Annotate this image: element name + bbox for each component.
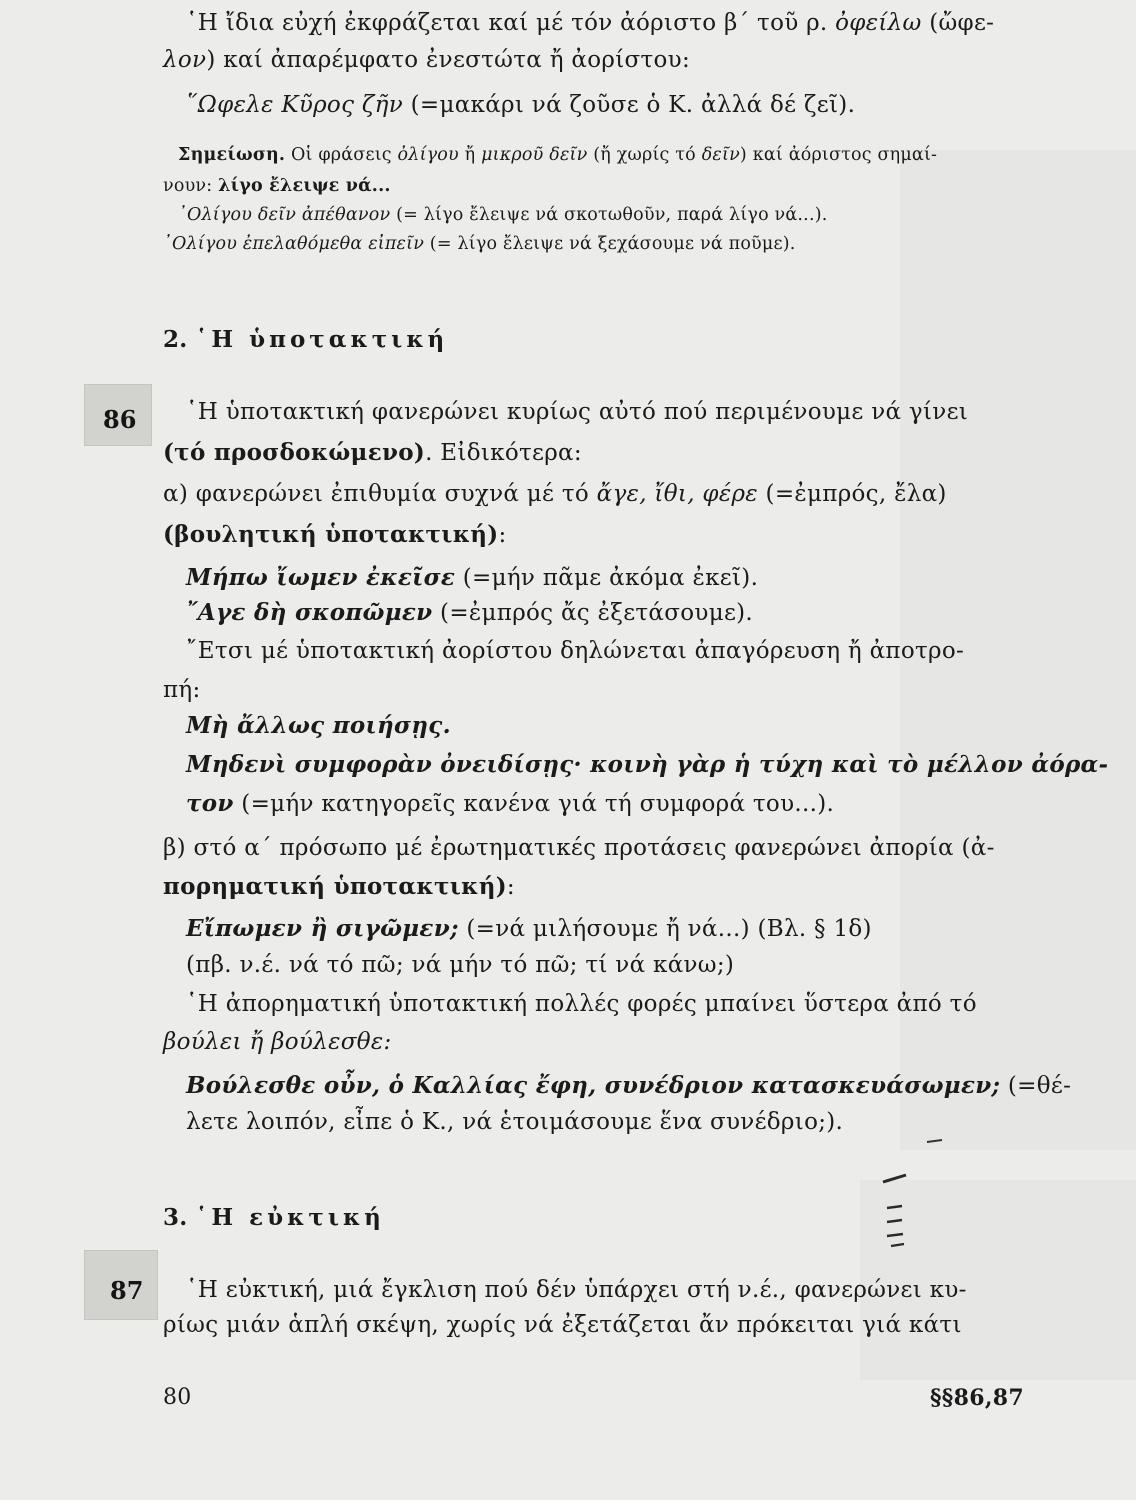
text-segment: (=μακάρι νά ζοῦσε ὁ Κ. ἀλλά δέ ζεῖ). [403, 92, 856, 118]
text-segment: Οἱ φράσεις [285, 145, 398, 165]
text-segment-italic: μικροῦ δεῖν [481, 145, 588, 165]
section-heading-2 [163, 325, 448, 355]
text-segment: νουν: [163, 176, 219, 196]
footer-section-ref: §§86,87 [930, 1385, 1024, 1411]
text-segment: : [498, 522, 507, 548]
example-line-s2-1 [186, 563, 758, 593]
text-segment-italic: ὀλίγου [397, 145, 459, 165]
text-line-s3-1 [186, 1275, 967, 1305]
note-line-2 [163, 174, 391, 198]
example-line-s2-6 [186, 914, 872, 944]
text-segment-bold: (τό προσδοκώμενο) [163, 439, 426, 466]
text-line-s2-5 [186, 636, 964, 666]
text-segment-italic: λον [163, 47, 207, 73]
heading-number: 3. [163, 1204, 196, 1231]
text-segment: λετε λοιπόν, εἶπε ὁ Κ., νά ἑτοιμάσουμε ἕνα συνέδριο;). [186, 1109, 844, 1135]
text-segment: (=μήν κατηγορεῖς κανένα γιά τή συμφορά του...). [233, 791, 835, 817]
text-segment-bold-italic: Βούλεσθε οὖν, ὁ Καλλίας ἔφη, συνέδριον κατασκευάσωμεν; [186, 1072, 1001, 1099]
text-segment: ῾Η ὑποτακτική φανερώνει κυρίως αὐτό πού περιμένουμε νά γίνει [186, 399, 969, 425]
text-segment: . Εἰδικότερα: [425, 440, 582, 466]
text-segment-bold-italic: Μήπω ἴωμεν ἐκεῖσε [186, 564, 456, 591]
text-segment-bold-italic: ῎Αγε δὴ σκοπῶμεν [186, 599, 433, 626]
note-line-4 [163, 232, 796, 256]
text-segment-bold-italic: τον [186, 790, 234, 817]
example-line-s2-2 [186, 598, 753, 628]
text-segment-italic: ᾿Ολίγου ἐπελαθόμεθα εἰπεῖν [163, 234, 425, 254]
note-line-3 [178, 203, 828, 227]
page-number: 80 [163, 1385, 192, 1410]
text-line-s2-3 [163, 479, 947, 509]
text-segment: (= λίγο ἔλειψε νά ξεχάσουμε νά ποῦμε). [424, 234, 796, 254]
text-line-2 [163, 45, 690, 75]
heading-title: ῾Η εὐκτική [195, 1204, 385, 1231]
example-line-1 [186, 90, 855, 120]
text-line-s3-2 [163, 1310, 962, 1340]
text-segment: πή: [163, 677, 201, 703]
ink-mark-3 [882, 1202, 908, 1252]
text-segment: : [506, 874, 515, 900]
text-segment: (ἤ χωρίς τό [587, 145, 702, 165]
text-line-s2-7 [163, 833, 995, 863]
ink-mark-2 [880, 1172, 910, 1186]
ink-mark [925, 1136, 945, 1146]
text-segment: ῎Ετσι μέ ὑποτακτική ἀορίστου δηλώνεται ἀπαγόρευση ἤ ἀποτρο- [186, 638, 965, 664]
text-segment-bold: πορηματική ὑποτακτική) [163, 873, 507, 900]
text-segment-italic: ἄγε, ἴθι, φέρε [596, 481, 758, 507]
margin-number-87: 87 [110, 1276, 144, 1305]
text-segment: (ὤφε- [921, 10, 995, 36]
text-line-s2-6 [163, 675, 201, 705]
section-heading-3 [163, 1203, 385, 1233]
heading-number: 2. [163, 326, 196, 353]
example-line-s2-4 [186, 750, 1108, 780]
text-segment: ῾Η ἴδια εὐχή ἐκφράζεται καί μέ τόν ἀόριστο β΄ τοῦ ρ. [186, 10, 836, 36]
text-segment: ῾Η ἀπορηματική ὑποτακτική πολλές φορές μπαίνει ὕστερα ἀπό τό [186, 991, 977, 1017]
text-segment: (πβ. ν.έ. νά τό πῶ; νά μήν τό πῶ; τί νά κάνω;) [186, 952, 735, 978]
example-line-s2-3 [186, 711, 451, 741]
text-segment-bold-italic: Μηδενὶ συμφορὰν ὀνειδίσῃς· κοινὴ γὰρ ἡ τύχη καὶ τὸ μέλλον ἀόρα- [186, 751, 1109, 778]
text-segment-bold: λίγο ἔλειψε νά... [218, 176, 391, 196]
text-line-s2-4 [163, 520, 507, 550]
text-segment-italic: βούλει ἤ βούλεσθε: [163, 1029, 392, 1055]
text-segment: α) φανερώνει ἐπιθυμία συχνά μέ τό [163, 481, 597, 507]
text-segment: (=νά μιλήσουμε ἤ νά...) (Βλ. § 1δ) [458, 916, 872, 942]
text-line-s2-2 [163, 438, 582, 468]
text-segment-bold-italic: Εἴπωμεν ἢ σιγῶμεν; [186, 915, 459, 942]
text-segment: ἤ [458, 145, 482, 165]
text-segment: (=ἐμπρός ἄς ἐξετάσουμε). [432, 600, 754, 626]
text-segment: ῾Η εὐκτική, μιά ἔγκλιση πού δέν ὑπάρχει στή ν.έ., φανερώνει κυ- [186, 1277, 967, 1303]
text-segment-bold: (βουλητική ὑποτακτική) [163, 521, 499, 548]
text-segment: (=ἐμπρός, ἔλα) [757, 481, 947, 507]
text-line-s2-9 [186, 950, 734, 980]
text-line-1 [186, 8, 994, 38]
example-line-s2-5 [186, 789, 834, 819]
margin-number-86: 86 [103, 405, 137, 434]
text-line-s2-8 [163, 872, 515, 902]
text-segment: β) στό α΄ πρόσωπο μέ ἐρωτηματικές προτάσεις φανερώνει ἀπορία (ἀ- [163, 835, 995, 861]
note-label: Σημείωση. [178, 145, 286, 165]
text-segment-italic: ᾿Ολίγου δεῖν ἀπέθανον [178, 205, 391, 225]
text-segment: ) καί ἀόριστος σημαί- [739, 145, 938, 165]
text-segment-italic: δεῖν [701, 145, 740, 165]
text-segment-bold-italic: Μὴ ἄλλως ποιήσῃς. [186, 712, 451, 739]
text-segment: (=θέ- [1000, 1073, 1072, 1099]
text-segment-italic: ῞Ωφελε Κῦρος ζῆν [186, 92, 403, 118]
note-line-1 [178, 143, 937, 167]
text-line-s2-10 [186, 989, 977, 1019]
text-line-s2-11 [163, 1027, 392, 1057]
example-line-s2-7 [186, 1071, 1071, 1101]
text-segment: ρίως μιάν ἁπλή σκέψη, χωρίς νά ἐξετάζεται ἄν πρόκειται γιά κάτι [163, 1312, 962, 1338]
text-segment: (= λίγο ἔλειψε νά σκοτωθοῦν, παρά λίγο νά...). [390, 205, 828, 225]
text-segment-italic: ὀφείλω [835, 10, 922, 36]
example-line-s2-8 [186, 1107, 843, 1137]
text-line-s2-1 [186, 397, 968, 427]
text-segment: ) καί ἀπαρέμφατο ἐνεστώτα ἤ ἀορίστου: [206, 47, 691, 73]
text-segment: (=μήν πᾶμε ἀκόμα ἐκεῖ). [455, 565, 759, 591]
heading-title: ῾Η ὑποτακτική [195, 326, 449, 353]
